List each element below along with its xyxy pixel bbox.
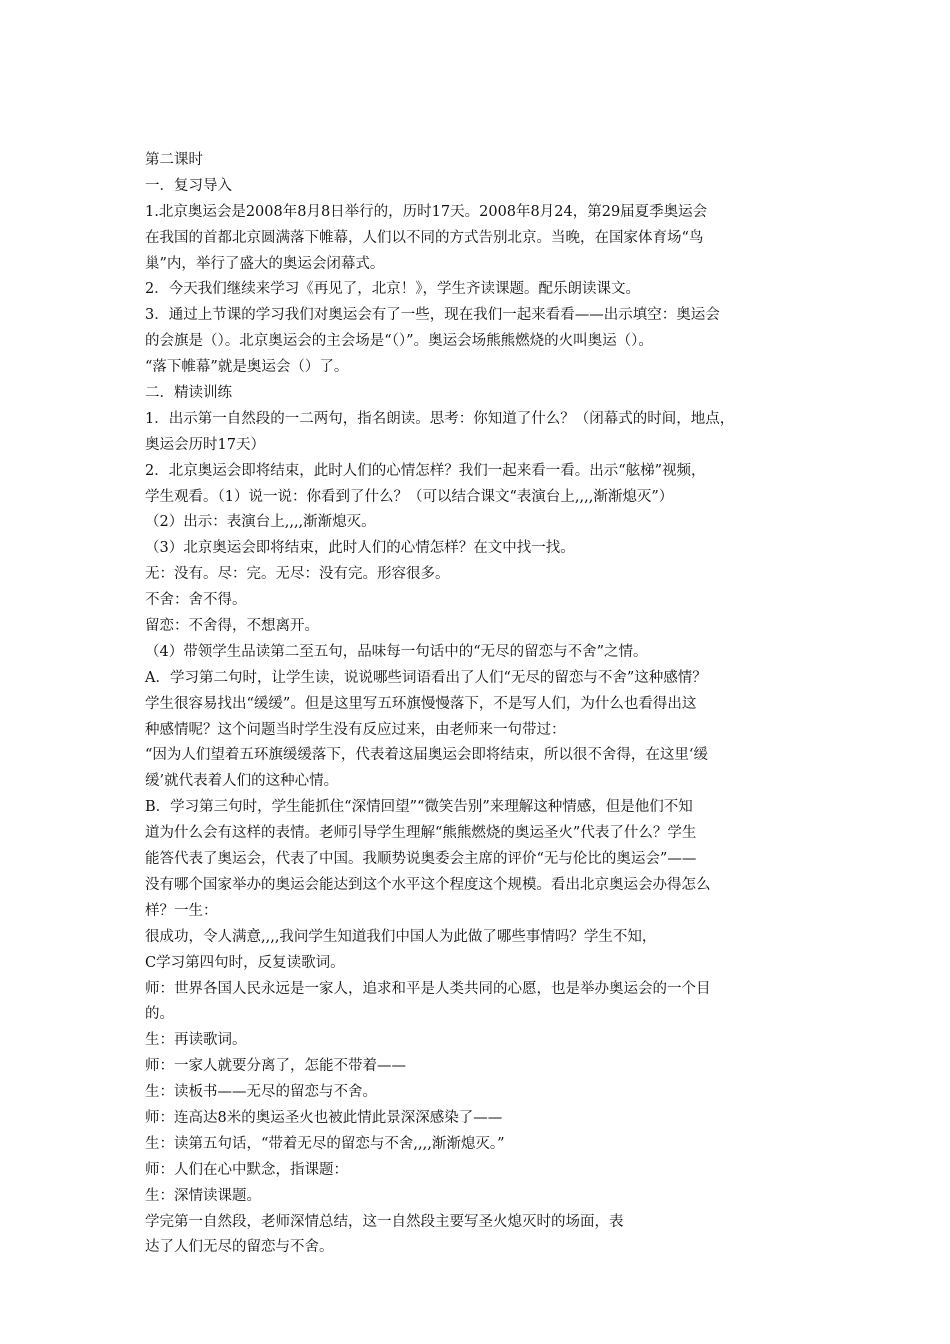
- text-line: 师：世界各国人民永远是一家人，追求和平是人类共同的心愿，也是举办奥运会的一个目: [145, 980, 711, 997]
- text-line: 很成功，令人满意,,,,我问学生知道我们中国人为此做了哪些事情吗？学生不知，: [145, 928, 657, 945]
- text-line: “因为人们望着五环旗缓缓落下，代表着这届奥运会即将结束，所以很不舍得，在这里‘缓: [145, 747, 709, 764]
- text-line: 留恋：不舍得，不想离开。: [145, 618, 319, 635]
- text-line: 学生很容易找出“缓缓”。但是这里写五环旗慢慢落下，不是写人们，为什么也看得出这: [145, 695, 697, 712]
- text-line: （2）出示：表演台上,,,,渐渐熄灭。: [145, 514, 376, 531]
- text-line: 样？一生：: [145, 902, 218, 919]
- text-line: A．学习第二句时，让学生读，说说哪些词语看出了人们“无尽的留恋与不舍”这种感情？: [145, 669, 707, 686]
- text-line: （3）北京奥运会即将结束，此时人们的心情怎样？在文中找一找。: [145, 540, 575, 557]
- text-line: C学习第四句时，反复读歌词。: [145, 954, 345, 971]
- text-line: 的会旗是（）。北京奥运会的主会场是“（）”。奥运会场熊熊燃烧的火叫奥运（）。: [145, 333, 653, 350]
- text-line: 学生观看。（1）说一说：你看到了什么？（可以结合课文“表演台上,,,,渐渐熄灭”）: [145, 488, 674, 505]
- text-line: 无：没有。尽：完。无尽：没有完。形容很多。: [145, 566, 450, 583]
- text-line: 种感情呢？这个问题当时学生没有反应过来，由老师来一句带过：: [145, 721, 566, 738]
- text-line: 1.北京奥运会是2008年8月8日举行的，历时17天。2008年8月24，第29届夏季奥运会: [145, 203, 708, 220]
- text-line: 能答代表了奥运会，代表了中国。我顺势说奥委会主席的评价“无与伦比的奥运会”——: [145, 851, 697, 868]
- text-line: 3．通过上节课的学习我们对奥运会有了一些，现在我们一起来看看——出示填空：奥运会: [145, 307, 720, 324]
- text-line: 师：连高达8米的奥运圣火也被此情此景深深感染了——: [145, 1109, 503, 1126]
- section-title: 第二课时: [145, 152, 203, 168]
- text-line: B．学习第三句时，学生能抓住“深情回望”“微笑告别”来理解这种情感，但是他们不知: [145, 799, 693, 816]
- text-line: 学完第一自然段，老师深情总结，这一自然段主要写圣火熄灭时的场面，表: [145, 1213, 624, 1230]
- text-line: 2．北京奥运会即将结束，此时人们的心情怎样？我们一起来看一看。出示“舷梯”视频，: [145, 462, 706, 479]
- text-line: 1．出示第一自然段的一二两句，指名朗读。思考：你知道了什么？（闭幕式的时间，地点，: [145, 410, 735, 427]
- text-line: 师：一家人就要分离了，怎能不带着——: [145, 1058, 406, 1075]
- text-line: 生：读板书——无尽的留恋与不舍。: [145, 1084, 377, 1101]
- text-line: 师：人们在心中默念，指课题：: [145, 1161, 348, 1178]
- text-line: “落下帷幕”就是奥运会（）了。: [145, 359, 349, 376]
- text-line: 的。: [145, 1006, 174, 1023]
- text-line: 生：再读歌词。: [145, 1032, 247, 1049]
- section-heading: 二．精读训练: [145, 385, 232, 402]
- document-body: [145, 148, 813, 1261]
- text-line: 达了人们无尽的留恋与不舍。: [145, 1239, 334, 1256]
- text-line: 奥运会历时17天）: [145, 436, 265, 453]
- text-line: 在我国的首都北京圆满落下帷幕，人们以不同的方式告别北京。当晚，在国家体育场“鸟: [145, 229, 704, 246]
- text-line: 没有哪个国家举办的奥运会能达到这个水平这个程度这个规模。看出北京奥运会办得怎么: [145, 876, 711, 893]
- text-line: 道为什么会有这样的表情。老师引导学生理解“熊熊燃烧的奥运圣火”代表了什么？学生: [145, 825, 697, 842]
- text-line: 2．今天我们继续来学习《再见了，北京！》，学生齐读课题。配乐朗读课文。: [145, 281, 640, 298]
- section-heading: 一．复习导入: [145, 177, 232, 194]
- text-line: 缓’就代表着人们的这种心情。: [145, 773, 339, 790]
- text-line: 巢”内，举行了盛大的奥运会闭幕式。: [145, 255, 385, 272]
- text-line: 不舍：舍不得。: [145, 592, 247, 609]
- text-line: 生：读第五句话，“带着无尽的留恋与不舍,,,,渐渐熄灭。”: [145, 1135, 505, 1152]
- text-line: 生：深情读课题。: [145, 1187, 261, 1204]
- text-line: （4）带领学生品读第二至五句，品味每一句话中的“无尽的留恋与不舍”之情。: [145, 643, 648, 660]
